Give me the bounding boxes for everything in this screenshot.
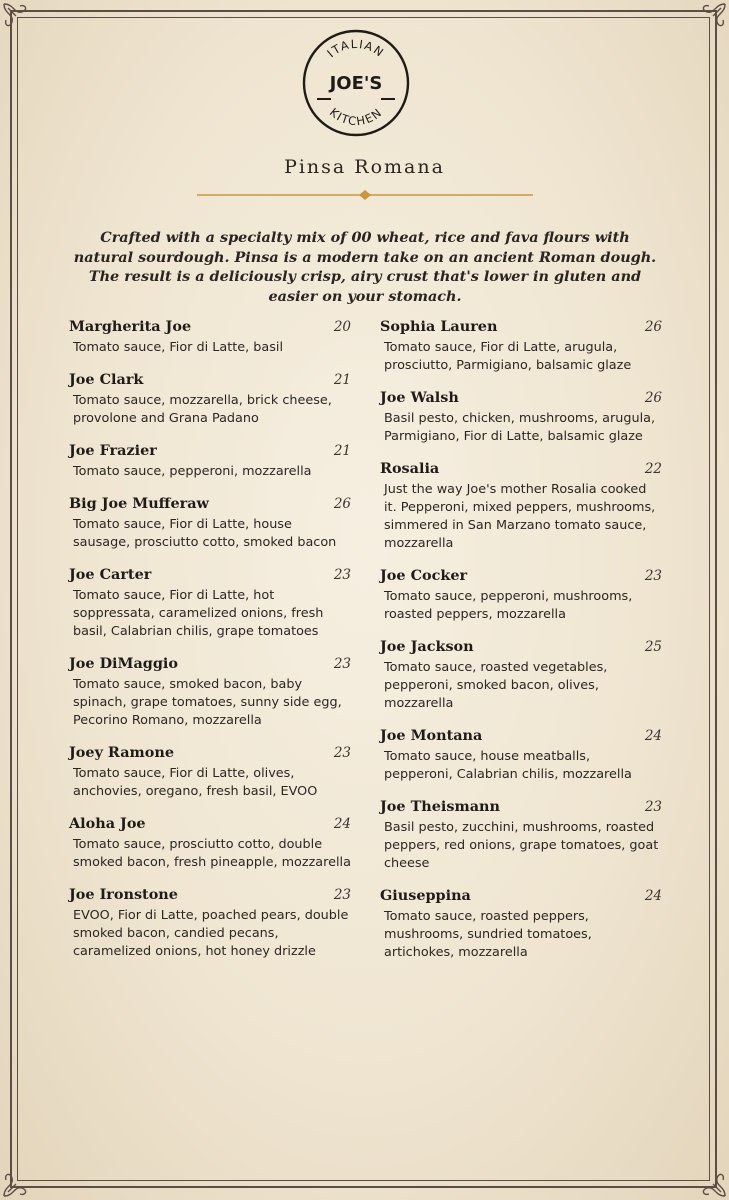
menu-item [380, 389, 662, 446]
menu-item [69, 655, 351, 730]
menu-item-name: Rosalia [380, 460, 440, 477]
menu-item-description: Tomato sauce, Fior di Latte, hot soppressata, caramelized onions, fresh basil, Calabrian chilis, grape tomatoes [73, 588, 324, 639]
menu-item-header [69, 655, 351, 673]
menu-item-description: Tomato sauce, Fior di Latte, arugula, prosciutto, Parmigiano, balsamic glaze [384, 340, 632, 373]
menu-item-name: Joe Jackson [380, 638, 474, 655]
corner-ornament-icon [693, 1164, 729, 1200]
menu-item [69, 566, 351, 641]
menu-item-name: Joe Montana [380, 727, 483, 744]
menu-item-price: 20 [333, 319, 351, 335]
menu-item [380, 567, 662, 624]
menu-item-description: Tomato sauce, roasted peppers, mushrooms, sundried tomatoes, artichokes, mozzarella [384, 909, 592, 960]
menu-item-description: Tomato sauce, mozzarella, brick cheese, provolone and Grana Padano [73, 393, 332, 426]
menu-item-name: Joe Cocker [380, 567, 468, 584]
menu-item-name: Joe Theismann [380, 798, 500, 815]
menu-item-price: 24 [644, 888, 662, 904]
menu-item-description: Tomato sauce, prosciutto cotto, double smoked bacon, fresh pineapple, mozzarella [73, 837, 351, 870]
menu-column-left [69, 318, 351, 975]
menu-item [380, 638, 662, 713]
menu-item-name: Giuseppina [380, 887, 471, 904]
menu-item [380, 318, 662, 375]
menu-item-header [69, 815, 351, 833]
title-divider [197, 186, 533, 198]
menu-item [69, 442, 351, 481]
menu-item-price: 25 [644, 639, 662, 655]
corner-ornament-icon [693, 0, 729, 36]
menu-item-name: Joe Clark [69, 371, 144, 388]
menu-item-header [380, 389, 662, 407]
menu-item-header [69, 744, 351, 762]
menu-item-price: 23 [644, 568, 662, 584]
svg-text:KITCHEN [327, 105, 385, 128]
menu-item-header [69, 886, 351, 904]
menu-item-price: 21 [333, 372, 351, 388]
menu-item-name: Joe DiMaggio [69, 655, 178, 672]
menu-item-description: Tomato sauce, Fior di Latte, olives, anchovies, oregano, fresh basil, EVOO [73, 766, 318, 799]
menu-item-description: Tomato sauce, Fior di Latte, basil [73, 340, 284, 355]
menu-item-price: 26 [644, 319, 662, 335]
menu-item-description: Tomato sauce, Fior di Latte, house sausage, prosciutto cotto, smoked bacon [73, 517, 337, 550]
menu-item [69, 744, 351, 801]
menu-item [380, 887, 662, 962]
menu-item-header [69, 566, 351, 584]
page-title: Pinsa Romana [284, 156, 445, 178]
menu-item [69, 886, 351, 961]
menu-item-header [69, 495, 351, 513]
menu-item-name: Big Joe Mufferaw [69, 495, 209, 512]
logo-top-text: ITALIAN [324, 36, 388, 61]
menu-item-name: Margherita Joe [69, 318, 192, 335]
menu-item-price: 23 [644, 799, 662, 815]
menu-item-header [380, 318, 662, 336]
logo-bottom-text: KITCHEN [326, 105, 386, 129]
menu-item-description: Tomato sauce, pepperoni, mushrooms, roasted peppers, mozzarella [384, 589, 633, 622]
menu-item [69, 318, 351, 357]
menu-item-name: Joe Walsh [380, 389, 459, 406]
menu-item-price: 23 [333, 567, 351, 583]
menu-item [380, 798, 662, 873]
menu-item-header [380, 567, 662, 585]
menu-item [69, 815, 351, 872]
menu-item-description: Tomato sauce, smoked bacon, baby spinach, grape tomatoes, sunny side egg, Pecorino Romano, mozzarella [73, 677, 342, 728]
corner-ornament-icon [0, 0, 36, 36]
menu-item [69, 371, 351, 428]
menu-item-price: 23 [333, 745, 351, 761]
menu-item-name: Joe Ironstone [69, 886, 178, 903]
menu-item-price: 24 [333, 816, 351, 832]
menu-item-header [380, 887, 662, 905]
menu-item-price: 22 [644, 461, 662, 477]
menu-item [69, 495, 351, 552]
menu-item-description: Just the way Joe's mother Rosalia cooked it. Pepperoni, mixed peppers, mushrooms, simmered in San Marzano tomato sauce, mozzarella [384, 482, 656, 551]
menu-item-header [380, 727, 662, 745]
menu-item-price: 26 [333, 496, 351, 512]
intro-text: Crafted with a specialty mix of 00 wheat, rice and fava flours with natural sourdough. Pinsa is a modern take on an ancient Roman dough. The result is a deliciously crisp, airy crust that's lower in gluten and easier on your stomach. [73, 229, 657, 305]
menu-item-description: Basil pesto, zucchini, mushrooms, roasted peppers, red onions, grape tomatoes, goat cheese [384, 820, 659, 871]
menu-column-right [380, 318, 662, 976]
menu-item-price: 21 [333, 443, 351, 459]
menu-item-price: 23 [333, 656, 351, 672]
logo-main-text: JOE'S [329, 73, 383, 94]
logo [301, 28, 411, 138]
menu-item-header [380, 638, 662, 656]
menu-item-price: 26 [644, 390, 662, 406]
menu-item-name: Sophia Lauren [380, 318, 498, 335]
menu-item-header [69, 318, 351, 336]
svg-text:ITALIAN [324, 37, 387, 60]
menu-item [380, 460, 662, 553]
corner-ornament-icon [0, 1164, 36, 1200]
menu-item-description: EVOO, Fior di Latte, poached pears, double smoked bacon, candied pecans, caramelized onions, hot honey drizzle [73, 908, 349, 959]
menu-item-description: Tomato sauce, house meatballs, pepperoni, Calabrian chilis, mozzarella [384, 749, 632, 782]
menu-item-header [380, 798, 662, 816]
menu-item-description: Basil pesto, chicken, mushrooms, arugula, Parmigiano, Fior di Latte, balsamic glaze [384, 411, 656, 444]
menu-item-header [69, 442, 351, 460]
menu-item-name: Joe Frazier [69, 442, 157, 459]
menu-item-price: 24 [644, 728, 662, 744]
menu-item-header [380, 460, 662, 478]
menu-item-price: 23 [333, 887, 351, 903]
menu-item-name: Joe Carter [69, 566, 152, 583]
menu-item [380, 727, 662, 784]
menu-item-description: Tomato sauce, roasted vegetables, pepperoni, smoked bacon, olives, mozzarella [384, 660, 608, 711]
menu-item-name: Aloha Joe [69, 815, 146, 832]
menu-item-name: Joey Ramone [69, 744, 174, 761]
menu-item-header [69, 371, 351, 389]
menu-item-description: Tomato sauce, pepperoni, mozzarella [73, 464, 312, 479]
